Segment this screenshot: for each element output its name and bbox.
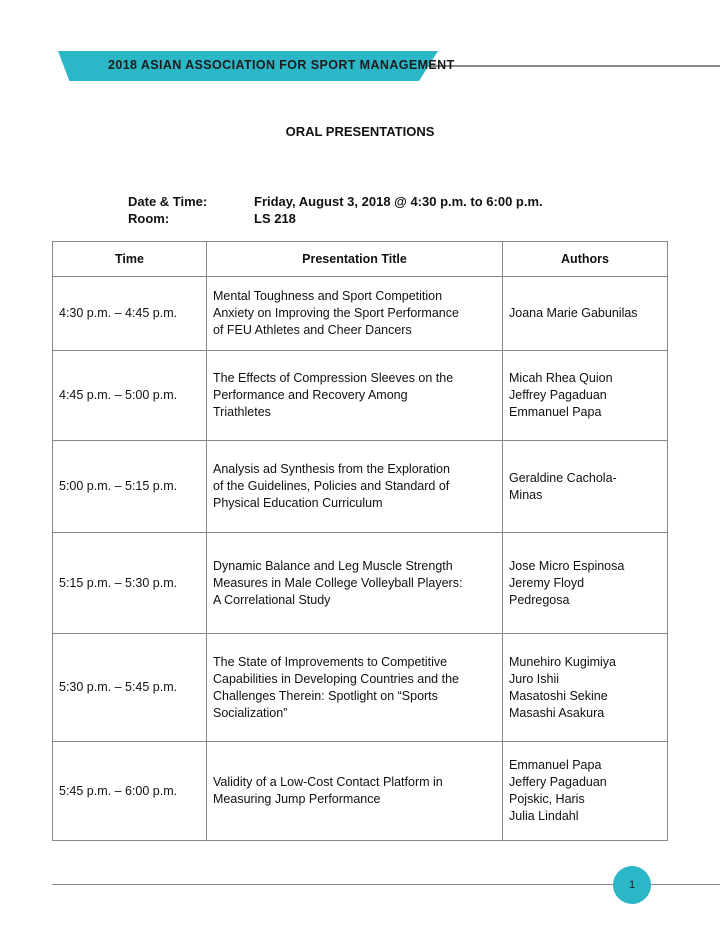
header-time: Time [53,242,207,277]
authors-cell [503,634,668,742]
title-cell [207,441,503,533]
author-name: Jose Micro Espinosa [509,558,625,573]
title-line: Challenges Therein: Spotlight on “Sports [213,688,438,703]
author-name: Munehiro Kugimiya [509,654,616,669]
schedule-table [52,241,668,841]
title-line: of FEU Athletes and Cheer Dancers [213,323,412,337]
banner-title: 2018 ASIAN ASSOCIATION FOR SPORT MANAGEMENT [108,58,455,72]
author-name: Geraldine Cachola- [509,470,617,485]
author-name: Jeffrey Pagaduan [509,388,607,402]
author-name: Masashi Asakura [509,705,605,720]
author-name: Julia Lindahl [509,809,579,823]
authors-cell [503,277,668,351]
time-cell: 4:30 p.m. – 4:45 p.m. [53,277,207,351]
header-authors: Authors [503,242,668,277]
title-cell [207,742,503,841]
author-name: Pedregosa [509,592,570,607]
room-label: Room: [128,211,170,226]
title-cell [207,533,503,634]
author-name: Masatoshi Sekine [509,688,608,703]
title-line: Performance and Recovery Among [213,388,408,402]
author-name: Pojskic, Haris [509,792,585,806]
page-title: ORAL PRESENTATIONS [285,124,435,139]
title-line: Measuring Jump Performance [213,792,381,806]
title-line: Validity of a Low-Cost Contact Platform in [213,775,443,789]
time-cell: 5:00 p.m. – 5:15 p.m. [53,441,207,533]
author-name: Micah Rhea Quion [509,371,613,385]
title-line: Analysis ad Synthesis from the Exploration [213,462,450,476]
time-cell: 5:30 p.m. – 5:45 p.m. [53,634,207,742]
title-line: Capabilities in Developing Countries and the [213,671,459,686]
author-name: Emmanuel Papa [509,758,602,772]
author-name: Emmanuel Papa [509,405,602,419]
table-row [53,533,668,634]
title-line: Mental Toughness and Sport Competition [213,289,443,303]
title-cell [207,351,503,441]
time-cell: 4:45 p.m. – 5:00 p.m. [53,351,207,441]
table-row [53,277,668,351]
author-name: Jeffery Pagaduan [509,775,607,789]
table-row [53,441,668,533]
date-value: Friday, August 3, 2018 @ 4:30 p.m. to 6:00 p.m. [254,194,543,209]
table-row [53,742,668,841]
title-line: The State of Improvements to Competitive [213,654,448,669]
table-row [53,634,668,742]
authors-cell [503,351,668,441]
title-line: Dynamic Balance and Leg Muscle Strength [213,558,453,573]
title-line: Socialization” [213,705,288,720]
authors-cell [503,441,668,533]
title-cell [207,634,503,742]
author-name: Juro Ishii [509,671,560,686]
title-line: Physical Education Curriculum [213,496,383,510]
time-cell: 5:45 p.m. – 6:00 p.m. [53,742,207,841]
author-name: Jeremy Floyd [509,575,585,590]
title-cell [207,277,503,351]
authors-cell [503,533,668,634]
session-info [128,193,543,227]
header-title: Presentation Title [207,242,503,277]
title-line: The Effects of Compression Sleeves on the [213,371,454,385]
author-name: Joana Marie Gabunilas [509,306,638,320]
title-line: Anxiety on Improving the Sport Performance [213,306,459,320]
page-number: 1 [613,866,651,904]
title-line: Triathletes [213,405,271,419]
date-label: Date & Time: [128,194,208,209]
time-cell: 5:15 p.m. – 5:30 p.m. [53,533,207,634]
authors-cell [503,742,668,841]
table-header-row [53,242,668,277]
title-line: Measures in Male College Volleyball Players: [213,575,463,590]
room-value: LS 218 [254,211,296,226]
author-name: Minas [509,487,543,502]
title-line: A Correlational Study [213,592,331,607]
table-row [53,351,668,441]
title-line: of the Guidelines, Policies and Standard of [213,479,450,493]
banner-rule [420,65,720,67]
